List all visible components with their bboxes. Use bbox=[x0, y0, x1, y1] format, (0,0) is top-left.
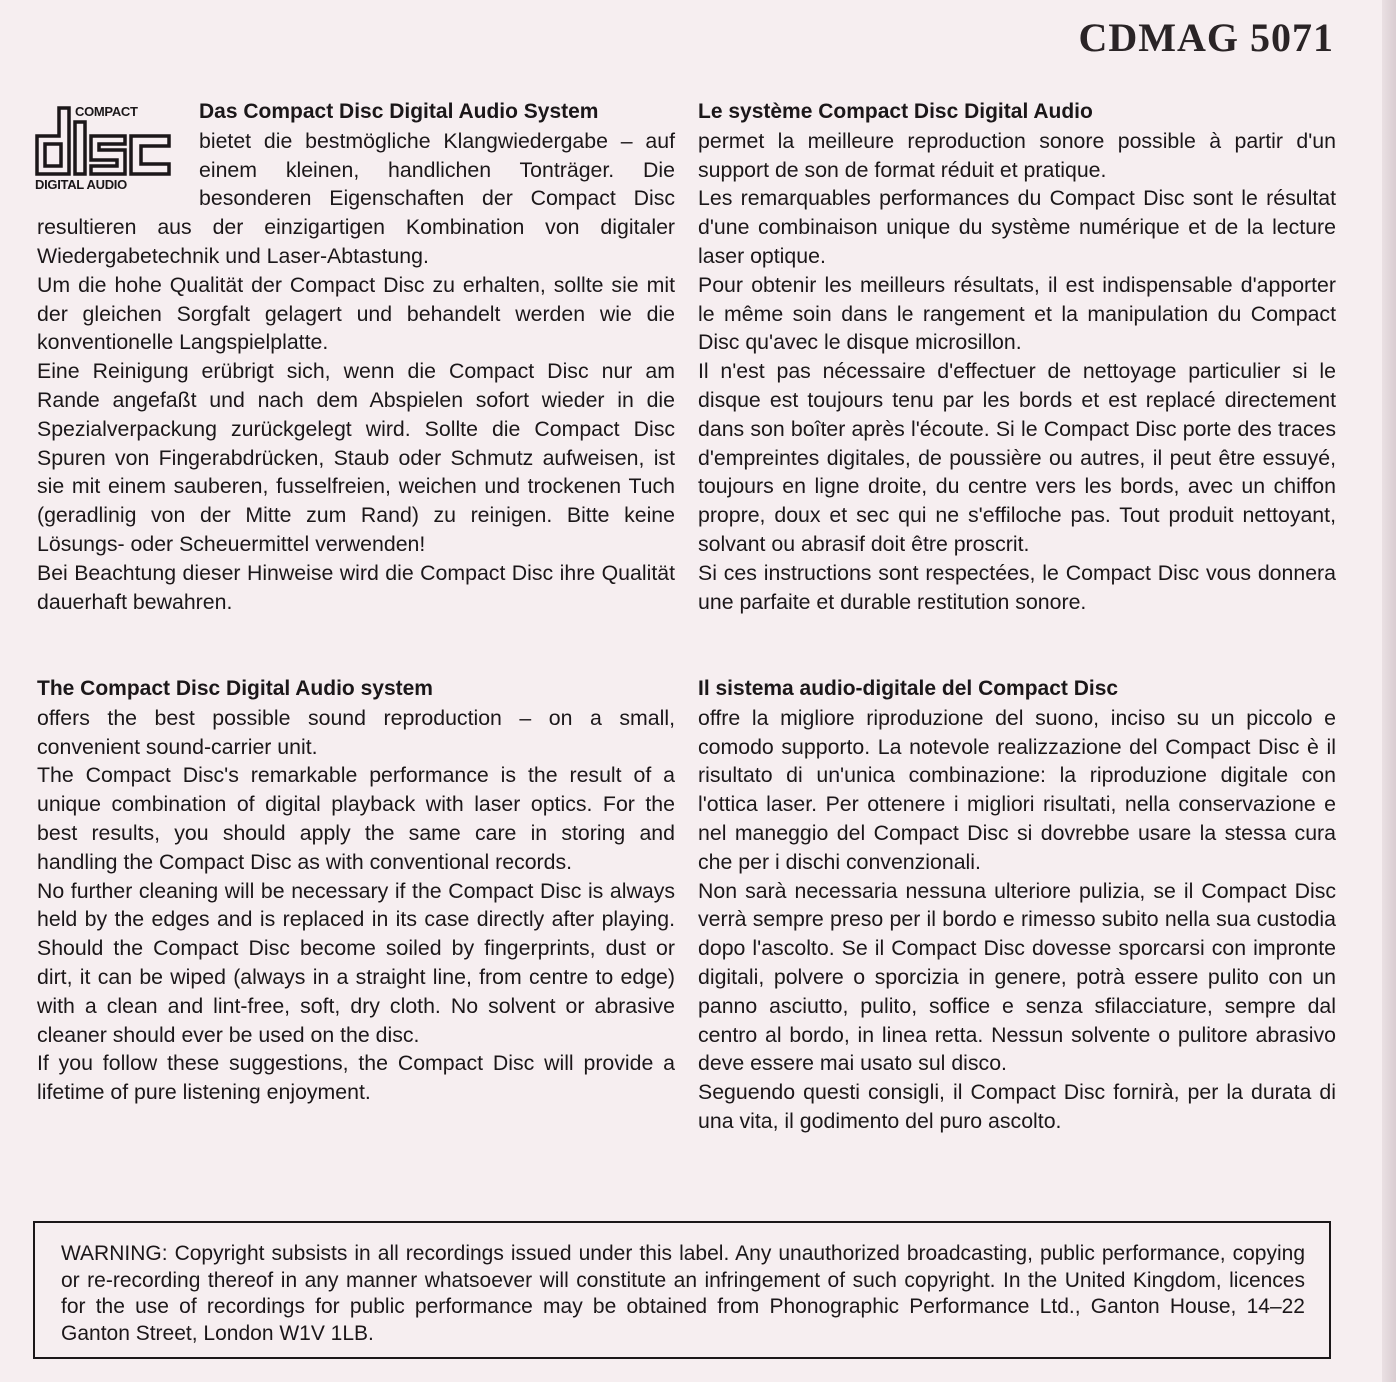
french-paragraph: Les remarquables performances du Compact Disc sont le résultat d'une combinaison unique du système numérique et de la lecture laser optique. bbox=[698, 186, 1336, 268]
catalog-number: CDMAG 5071 bbox=[1078, 15, 1334, 60]
logo-compact-text: COMPACT bbox=[75, 104, 138, 119]
french-heading: Le système Compact Disc Digital Audio bbox=[698, 100, 1093, 123]
german-section bbox=[37, 98, 675, 616]
english-paragraph: If you follow these suggestions, the Compact Disc will provide a lifetime of pure listening enjoyment. bbox=[37, 1051, 675, 1105]
german-paragraph: Bei Beachtung dieser Hinweise wird die Compact Disc ihre Qualität dauerhaft bewahren. bbox=[37, 560, 675, 614]
german-paragraph: bietet die bestmögliche Klangwiedergabe – auf einem kleinen, handlichen Tonträger. Die besonderen Eigenschaften der Compact Disc resultieren aus der einzigartigen Kombination von digitaler Wiedergabetechnik und Laser-Abtastung. bbox=[37, 128, 675, 268]
french-paragraph: Pour obtenir les meilleurs résultats, il est indispensable d'apporter le même soin dans le rangement et la manipulation du Compact Disc qu'avec le disque microsillon. bbox=[698, 272, 1336, 355]
french-paragraph: permet la meilleure reproduction sonore possible à partir d'un support de son de format réduit et pratique. bbox=[698, 128, 1336, 182]
french-paragraph: Si ces instructions sont respectées, le Compact Disc vous donnera une parfaite et durable restitution sonore. bbox=[698, 560, 1336, 614]
copyright-warning-text: WARNING: Copyright subsists in all recordings issued under this label. Any unauthorized broadcasting, public performance, copying or re-recording thereof in any manner whatsoever will constitute an infringement of such copyright. In the United Kingdom, licences for the use of recordings for public performance may be obtained from Phonographic Performance Ltd., Ganton House, 14–22 Ganton Street, London W1V 1LB. bbox=[61, 1242, 1305, 1345]
english-section bbox=[37, 675, 675, 1107]
german-paragraph: Eine Reinigung erübrigt sich, wenn die Compact Disc nur am Rande angefaßt und nach dem Abspielen sofort wieder in die Spezialverpackung zurückgelegt wird. Sollte die Compact Disc Spuren von Fingerabdrücken, Staub oder Schmutz aufweisen, ist sie mit einem sauberen, fusselfreien, weichen und trockenen Tuch (geradlinig von der Mitte zum Rand) zu reinigen. Bitte keine Lösungs- oder Scheuermittel verwenden! bbox=[37, 359, 675, 556]
italian-paragraph: Non sarà necessaria nessuna ulteriore pulizia, se il Compact Disc verrà sempre preso per il bordo e rimesso subito nella sua custodia dopo l'ascolto. Se il Compact Disc dovesse sporcarsi con impronte digitali, polvere o sporcizia in genere, potrà essere pulito con un panno asciutto, pulito, soffice e senza sfilacciature, sempre dal centro al bordo, in linea retta. Nessun solvente o pulitore abrasivo deve essere mai usato sul disco. bbox=[698, 878, 1336, 1076]
italian-heading: Il sistema audio-digitale del Compact Disc bbox=[698, 677, 1119, 700]
french-paragraph: Il n'est pas nécessaire d'effectuer de nettoyage particulier si le disque est toujours tenu par les bords et est replacé directement dans son boîter après l'écoute. Si le Compact Disc porte des traces d'empreintes digitales, de poussière ou autres, il peut être essuyé, toujours en ligne droite, du centre vers les bords, avec un chiffon propre, doux et sec qui ne s'effiloche pas. Tout produit nettoyant, solvant ou abrasif doit être proscrit. bbox=[698, 359, 1336, 556]
compact-disc-logo bbox=[35, 102, 185, 196]
copyright-warning-box bbox=[33, 1221, 1331, 1359]
english-paragraph: offers the best possible sound reproduction – on a small, convenient sound-carrier unit. bbox=[37, 705, 675, 759]
italian-paragraph: Seguendo questi consigli, il Compact Disc fornirà, per la durata di una vita, il godimento del puro ascolto. bbox=[698, 1080, 1336, 1133]
italian-paragraph: offre la migliore riproduzione del suono, inciso su un piccolo e comodo supporto. La notevole realizzazione del Compact Disc è il risultato di un'unica combinazione: la riproduzione digitale con l'ottica laser. Per ottenere i migliori risultati, nella conservazione e nel maneggio del Compact Disc si dovrebbe usare la stessa cura che per i dischi convenzionali. bbox=[698, 705, 1336, 874]
logo-digital-audio-text: DIGITAL AUDIO bbox=[35, 177, 127, 192]
english-heading: The Compact Disc Digital Audio system bbox=[37, 677, 433, 700]
german-heading: Das Compact Disc Digital Audio System bbox=[199, 100, 599, 123]
german-paragraph: Um die hohe Qualität der Compact Disc zu erhalten, sollte sie mit der gleichen Sorgfalt gelagert und behandelt werden wie die konventionelle Langspielplatte. bbox=[37, 272, 675, 355]
french-section bbox=[698, 98, 1336, 616]
page-edge bbox=[1382, 0, 1396, 1382]
italian-section bbox=[698, 675, 1336, 1136]
english-paragraph: No further cleaning will be necessary if the Compact Disc is always held by the edges and is replaced in its case directly after playing. Should the Compact Disc become soiled by fingerprints, dust or dirt, it can be wiped (always in a straight line, from centre to edge) with a clean and lint-free, soft, dry cloth. No solvent or abrasive cleaner should ever be used on the disc. bbox=[37, 878, 675, 1047]
english-paragraph: The Compact Disc's remarkable performance is the result of a unique combination of digital playback with laser optics. For the best results, you should apply the same care in storing and handling the Compact Disc as with conventional records. bbox=[37, 763, 675, 874]
